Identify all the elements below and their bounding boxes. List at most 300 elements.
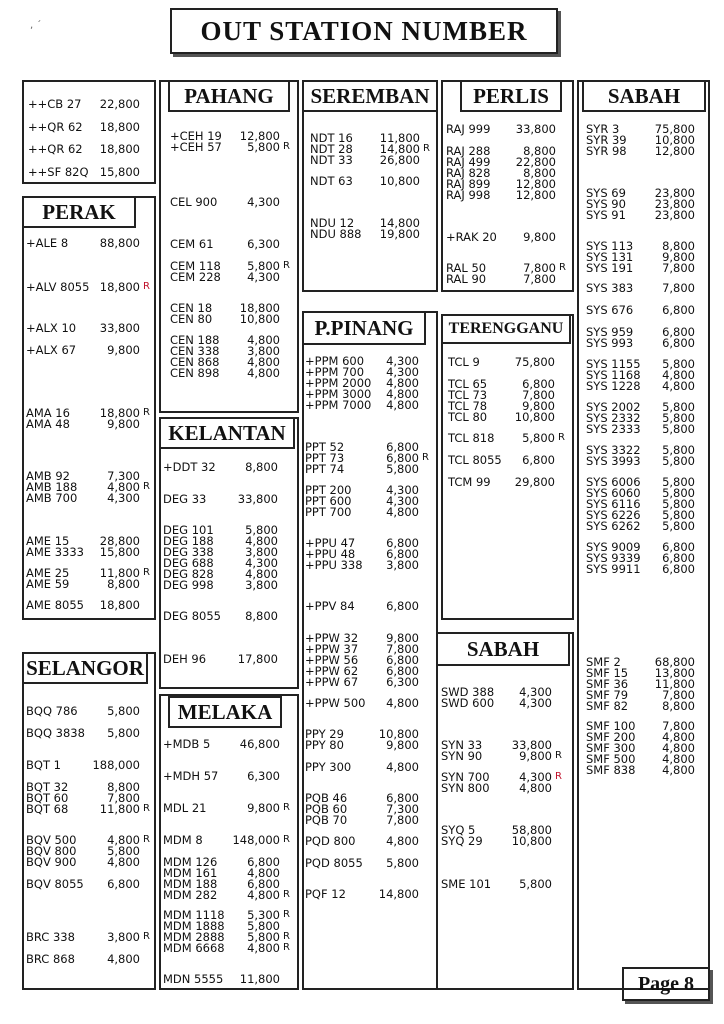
plate-code: SMF 200 — [586, 730, 636, 744]
terengganu-header: TERENGGANU — [441, 314, 571, 344]
plate-price: 26,800 — [379, 153, 420, 167]
plate-price: 7,800 — [107, 791, 140, 805]
plate-code: SYS 90 — [586, 197, 626, 211]
reserved-mark: R — [283, 802, 290, 813]
plate-price: 7,800 — [522, 388, 555, 402]
plate-price: 9,800 — [107, 343, 140, 357]
plate-price: 4,800 — [662, 752, 695, 766]
plate-code: CEN 18 — [170, 301, 213, 315]
plate-code: BRC 868 — [26, 952, 75, 966]
plate-price: 33,800 — [511, 738, 552, 752]
plate-code: AME 8055 — [26, 598, 84, 612]
plate-code: +PPW 32 — [305, 631, 359, 645]
plate-code: +PPV 84 — [305, 599, 355, 613]
plate-price: 4,300 — [519, 696, 552, 710]
plate-code: RAJ 288 — [446, 144, 491, 158]
number-row — [163, 461, 290, 473]
plate-price: 5,800 — [662, 475, 695, 489]
plate-price: 6,800 — [662, 336, 695, 350]
plate-code: DEH 96 — [163, 652, 207, 666]
plate-price: 6,800 — [522, 453, 555, 467]
plate-price: 14,800 — [378, 887, 419, 901]
plate-code: +PPM 700 — [305, 365, 365, 379]
plate-price: 9,800 — [522, 399, 555, 413]
plate-code: +PPM 2000 — [305, 376, 372, 390]
plate-code: RAJ 499 — [446, 155, 491, 169]
plate-code: RAJ 999 — [446, 122, 491, 136]
plate-price: 6,800 — [386, 536, 419, 550]
plate-price: 8,800 — [245, 609, 278, 623]
number-row — [28, 166, 152, 178]
reserved-mark: R — [283, 834, 290, 845]
plate-code: MDM 282 — [163, 888, 218, 902]
plate-price: 9,800 — [662, 250, 695, 264]
plate-price: 5,800 — [662, 443, 695, 457]
number-row — [441, 782, 564, 794]
number-row — [163, 802, 292, 814]
plate-price: 28,800 — [99, 534, 140, 548]
plate-code: BQT 32 — [26, 780, 69, 794]
plate-price: 3,800 — [247, 344, 280, 358]
plate-code: BQT 68 — [26, 802, 69, 816]
plate-price: 22,800 — [99, 97, 140, 111]
plate-price: 4,800 — [107, 833, 140, 847]
plate-code: PQB 60 — [305, 802, 348, 816]
plate-code: PQB 46 — [305, 791, 348, 805]
plate-price: 5,800 — [245, 523, 278, 537]
plate-price: 8,800 — [523, 144, 556, 158]
plate-code: ++QR 62 — [28, 142, 83, 156]
plate-price: 33,800 — [237, 492, 278, 506]
plate-code: PPY 80 — [305, 738, 344, 752]
plate-price: 6,800 — [386, 451, 419, 465]
plate-price: 88,800 — [99, 236, 140, 250]
plate-code: SMF 82 — [586, 699, 629, 713]
plate-price: 14,800 — [379, 142, 420, 156]
number-row — [446, 231, 568, 243]
perak-header: PERAK — [22, 196, 136, 228]
reserved-mark: R — [143, 281, 150, 292]
plate-price: 18,800 — [99, 280, 140, 294]
plate-price: 3,800 — [245, 578, 278, 592]
plate-code: SYS 6006 — [586, 475, 641, 489]
plate-price: 4,800 — [107, 952, 140, 966]
plate-code: SYN 800 — [441, 781, 490, 795]
plate-price: 4,800 — [247, 866, 280, 880]
plate-price: 11,800 — [379, 131, 420, 145]
plate-price: 9,800 — [519, 749, 552, 763]
reserved-mark: R — [283, 909, 290, 920]
number-row — [586, 455, 707, 467]
plate-code: PPY 29 — [305, 727, 344, 741]
plate-price: 6,800 — [522, 377, 555, 391]
plate-code: TCL 9 — [448, 355, 480, 369]
number-row — [26, 546, 152, 558]
plate-price: 7,800 — [386, 642, 419, 656]
plate-code: AMA 16 — [26, 406, 70, 420]
reserved-mark: R — [559, 262, 566, 273]
plate-code: SYN 700 — [441, 770, 490, 784]
plate-code: AMA 48 — [26, 417, 70, 431]
plate-price: 10,800 — [514, 410, 555, 424]
number-row — [310, 154, 432, 166]
plate-price: 5,800 — [662, 357, 695, 371]
number-row — [26, 727, 152, 739]
number-row — [305, 814, 431, 826]
plate-code: SMF 500 — [586, 752, 636, 766]
number-row — [586, 209, 707, 221]
plate-code: TCL 8055 — [448, 453, 502, 467]
plate-price: 14,800 — [379, 216, 420, 230]
plate-code: NDT 16 — [310, 131, 353, 145]
number-row — [170, 367, 292, 379]
plate-price: 5,800 — [662, 486, 695, 500]
plate-code: TCL 80 — [448, 410, 488, 424]
plate-code: AME 15 — [26, 534, 70, 548]
plate-code: RAL 50 — [446, 261, 487, 275]
plate-code: PQD 800 — [305, 834, 356, 848]
plate-price: 10,800 — [378, 727, 419, 741]
plate-price: 12,800 — [654, 144, 695, 158]
plate-price: 6,800 — [247, 855, 280, 869]
plate-code: SMF 838 — [586, 763, 636, 777]
plate-price: 33,800 — [99, 321, 140, 335]
plate-price: 75,800 — [654, 122, 695, 136]
plate-price: 4,800 — [245, 534, 278, 548]
plate-price: 5,800 — [107, 704, 140, 718]
plate-code: AME 59 — [26, 577, 70, 591]
plate-code: SYS 959 — [586, 325, 634, 339]
plate-price: 5,800 — [247, 259, 280, 273]
plate-code: +ALX 67 — [26, 343, 77, 357]
plate-code: +CEH 57 — [170, 140, 222, 154]
plate-code: MDM 1888 — [163, 919, 225, 933]
number-row — [26, 492, 152, 504]
number-row — [26, 953, 152, 965]
number-row — [163, 579, 290, 591]
plate-code: SYS 9911 — [586, 562, 641, 576]
number-row — [26, 578, 152, 590]
plate-code: SYR 39 — [586, 133, 627, 147]
plate-price: 4,800 — [386, 834, 419, 848]
number-row — [305, 888, 431, 900]
plate-price: 4,800 — [386, 760, 419, 774]
plate-price: 8,800 — [662, 699, 695, 713]
plate-code: AMB 92 — [26, 469, 70, 483]
plate-price: 6,800 — [662, 303, 695, 317]
plate-price: 6,300 — [247, 769, 280, 783]
reserved-mark: R — [423, 143, 430, 154]
number-row — [26, 759, 152, 771]
plate-price: 6,800 — [386, 653, 419, 667]
plate-price: 4,800 — [662, 741, 695, 755]
number-row — [586, 262, 707, 274]
plate-price: 9,800 — [386, 631, 419, 645]
number-row — [170, 238, 292, 250]
plate-code: BQV 8055 — [26, 877, 84, 891]
plate-code: +PPU 338 — [305, 558, 363, 572]
plate-price: 6,800 — [662, 551, 695, 565]
plate-code: TCL 73 — [448, 388, 488, 402]
plate-code: SYN 33 — [441, 738, 483, 752]
plate-price: 33,800 — [515, 122, 556, 136]
number-row — [28, 143, 152, 155]
plate-code: NDT 63 — [310, 174, 353, 188]
plate-code: PQD 8055 — [305, 856, 363, 870]
plate-code: BQV 900 — [26, 855, 77, 869]
plate-price: 7,800 — [523, 272, 556, 286]
plate-code: DEG 688 — [163, 556, 214, 570]
plate-price: 12,800 — [515, 177, 556, 191]
plate-code: RAJ 899 — [446, 177, 491, 191]
number-row — [26, 803, 152, 815]
plate-price: 11,800 — [239, 972, 280, 986]
plate-code: +DDT 32 — [163, 460, 216, 474]
number-row — [441, 878, 564, 890]
plate-code: MDM 126 — [163, 855, 218, 869]
plate-code: PPT 200 — [305, 483, 352, 497]
plate-price: 6,800 — [386, 791, 419, 805]
reserved-mark: R — [143, 803, 150, 814]
plate-price: 4,300 — [519, 770, 552, 784]
plate-code: +PPM 3000 — [305, 387, 372, 401]
plate-price: 7,800 — [523, 261, 556, 275]
plate-price: 8,800 — [107, 577, 140, 591]
number-row — [586, 520, 707, 532]
plate-price: 4,300 — [386, 494, 419, 508]
plate-price: 10,800 — [654, 133, 695, 147]
plate-code: +MDB 5 — [163, 737, 211, 751]
plate-price: 11,800 — [99, 566, 140, 580]
plate-code: SYR 3 — [586, 122, 620, 136]
plate-code: MDM 188 — [163, 877, 218, 891]
plate-price: 6,300 — [386, 675, 419, 689]
number-row — [586, 563, 707, 575]
plate-code: MDM 161 — [163, 866, 218, 880]
plate-price: 5,800 — [662, 422, 695, 436]
reserved-mark: R — [143, 481, 150, 492]
plate-price: 8,800 — [107, 780, 140, 794]
number-row — [26, 418, 152, 430]
plate-code: +PPW 37 — [305, 642, 359, 656]
plate-code: PPY 300 — [305, 760, 352, 774]
plate-code: SYS 6262 — [586, 519, 641, 533]
plate-price: 3,800 — [107, 930, 140, 944]
seremban-header: SEREMBAN — [302, 80, 438, 112]
plate-code: BRC 338 — [26, 930, 75, 944]
plate-code: +ALX 10 — [26, 321, 77, 335]
plate-price: 4,300 — [107, 491, 140, 505]
plate-code: SYS 69 — [586, 186, 626, 200]
number-row — [163, 942, 292, 954]
plate-code: SWD 388 — [441, 685, 495, 699]
plate-price: 9,800 — [247, 801, 280, 815]
plate-price: 68,800 — [654, 655, 695, 669]
plate-price: 4,300 — [386, 354, 419, 368]
plate-code: CEL 900 — [170, 195, 218, 209]
plate-price: 5,800 — [662, 508, 695, 522]
plate-price: 4,300 — [247, 195, 280, 209]
number-row — [305, 761, 431, 773]
plate-code: SYS 113 — [586, 239, 634, 253]
number-row — [586, 337, 707, 349]
plate-code: ++CB 27 — [28, 97, 82, 111]
plate-code: RAJ 828 — [446, 166, 491, 180]
plate-price: 6,300 — [247, 237, 280, 251]
perlis-header: PERLIS — [460, 80, 562, 112]
number-row — [446, 123, 568, 135]
number-row — [310, 228, 432, 240]
plate-code: SYS 676 — [586, 303, 634, 317]
plate-price: 4,800 — [247, 366, 280, 380]
plate-price: 19,800 — [379, 227, 420, 241]
plate-price: 29,800 — [514, 475, 555, 489]
plate-code: +PPW 67 — [305, 675, 359, 689]
number-row — [448, 411, 567, 423]
number-row — [586, 380, 707, 392]
plate-price: 6,800 — [247, 877, 280, 891]
plate-code: BQQ 786 — [26, 704, 78, 718]
plate-code: +PPU 47 — [305, 536, 356, 550]
plate-price: 6,800 — [386, 664, 419, 678]
plate-code: DEG 33 — [163, 492, 207, 506]
number-row — [446, 273, 568, 285]
plate-price: 58,800 — [511, 823, 552, 837]
plate-code: SMF 79 — [586, 688, 629, 702]
reserved-mark: R — [283, 260, 290, 271]
plate-price: 5,800 — [662, 400, 695, 414]
plate-code: +PPU 48 — [305, 547, 356, 561]
plate-code: CEN 898 — [170, 366, 220, 380]
plate-price: 23,800 — [654, 208, 695, 222]
number-row — [305, 857, 431, 869]
plate-code: MDM 6668 — [163, 941, 225, 955]
plate-price: 23,800 — [654, 197, 695, 211]
sabah-mid-header: SABAH — [436, 632, 570, 666]
plate-code: DEG 998 — [163, 578, 214, 592]
plate-price: 6,800 — [662, 325, 695, 339]
number-row — [448, 476, 567, 488]
plate-price: 18,800 — [99, 142, 140, 156]
plate-code: CEN 80 — [170, 312, 213, 326]
plate-price: 5,800 — [662, 497, 695, 511]
plate-code: BQQ 3838 — [26, 726, 85, 740]
plate-price: 4,800 — [247, 941, 280, 955]
plate-code: DEG 828 — [163, 567, 214, 581]
number-row — [448, 432, 567, 444]
plate-price: 5,800 — [247, 930, 280, 944]
plate-code: AMB 188 — [26, 480, 78, 494]
number-row — [163, 834, 292, 846]
plate-price: 5,800 — [662, 411, 695, 425]
number-row — [163, 738, 292, 750]
plate-code: +CEH 19 — [170, 129, 222, 143]
number-row — [310, 175, 432, 187]
plate-code: SYS 9009 — [586, 540, 641, 554]
plate-price: 5,800 — [662, 519, 695, 533]
reserved-mark: R — [558, 432, 565, 443]
plate-price: 46,800 — [239, 737, 280, 751]
plate-code: SYS 383 — [586, 281, 634, 295]
number-row — [441, 697, 564, 709]
plate-price: 4,800 — [662, 368, 695, 382]
plate-price: 4,800 — [107, 480, 140, 494]
plate-price: 5,300 — [247, 908, 280, 922]
plate-code: RAJ 998 — [446, 188, 491, 202]
number-row — [305, 676, 431, 688]
number-row — [448, 356, 567, 368]
plate-price: 75,800 — [514, 355, 555, 369]
plate-price: 13,800 — [654, 666, 695, 680]
plate-price: 15,800 — [99, 545, 140, 559]
plate-price: 18,800 — [99, 120, 140, 134]
number-row — [163, 653, 290, 665]
plate-code: PPT 73 — [305, 451, 345, 465]
plate-price: 17,800 — [237, 652, 278, 666]
plate-price: 6,800 — [107, 877, 140, 891]
plate-code: ++SF 82Q — [28, 165, 89, 179]
reserved-mark: R — [143, 407, 150, 418]
plate-price: 18,800 — [99, 598, 140, 612]
plate-price: 9,800 — [386, 738, 419, 752]
plate-price: 6,800 — [662, 540, 695, 554]
number-row — [163, 889, 292, 901]
number-row — [26, 344, 152, 356]
number-row — [441, 750, 564, 762]
plate-code: RAL 90 — [446, 272, 487, 286]
plate-code: +ALE 8 — [26, 236, 69, 250]
plate-code: SME 101 — [441, 877, 492, 891]
plate-price: 7,300 — [107, 469, 140, 483]
number-row — [163, 973, 292, 985]
number-row — [26, 878, 152, 890]
plate-code: TCL 818 — [448, 431, 495, 445]
plate-code: AME 3333 — [26, 545, 84, 559]
reserved-mark: R — [283, 931, 290, 942]
plate-price: 4,800 — [247, 355, 280, 369]
plate-code: ++QR 62 — [28, 120, 83, 134]
plate-price: 18,800 — [99, 406, 140, 420]
plate-price: 9,800 — [107, 417, 140, 431]
number-row — [26, 281, 152, 293]
plate-code: SYQ 29 — [441, 834, 483, 848]
plate-code: PPT 700 — [305, 505, 352, 519]
number-row — [586, 700, 707, 712]
kelantan-header: KELANTAN — [159, 417, 295, 449]
plate-price: 4,300 — [386, 365, 419, 379]
plate-code: SMF 300 — [586, 741, 636, 755]
plate-code: MDM 1118 — [163, 908, 225, 922]
plate-price: 4,800 — [662, 763, 695, 777]
plate-price: 3,800 — [245, 545, 278, 559]
number-row — [305, 559, 431, 571]
plate-code: NDT 33 — [310, 153, 353, 167]
plate-code: SYS 131 — [586, 250, 634, 264]
plate-price: 6,800 — [386, 599, 419, 613]
plate-price: 4,800 — [247, 333, 280, 347]
plate-code: CEN 868 — [170, 355, 220, 369]
plate-price: 4,300 — [519, 685, 552, 699]
plate-code: +PPW 56 — [305, 653, 359, 667]
plate-price: 148,000 — [232, 833, 280, 847]
number-row — [305, 600, 431, 612]
plate-code: CEN 338 — [170, 344, 220, 358]
plate-code: SYS 91 — [586, 208, 626, 222]
number-row — [170, 141, 292, 153]
plate-code: SYS 3322 — [586, 443, 641, 457]
reserved-mark: R — [555, 750, 562, 761]
number-row — [448, 454, 567, 466]
